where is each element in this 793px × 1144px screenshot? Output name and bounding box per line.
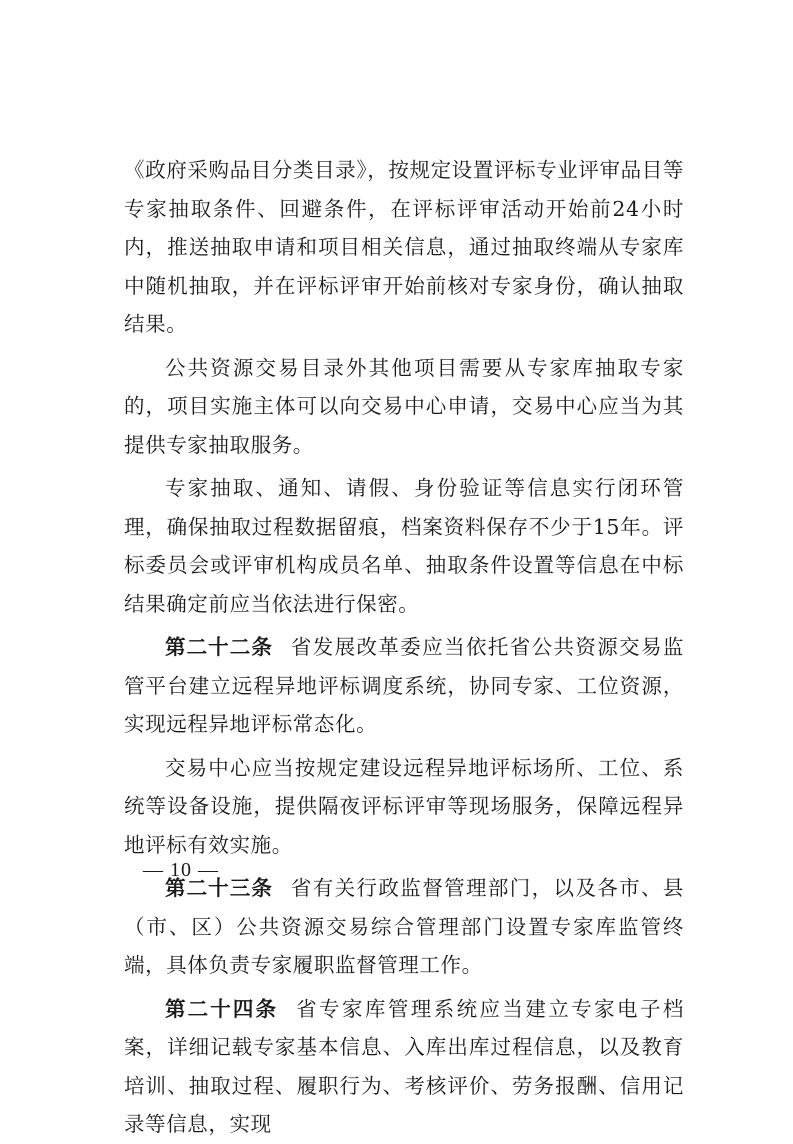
article-24 xyxy=(124,990,684,1144)
paragraph-5 xyxy=(124,749,684,865)
paragraph-5-text: 交易中心应当按规定建设远程异地评标场所、工位、系统等设备设施，提供隔夜评标评审等现场服务，保障远程异地评标有效实施。 xyxy=(124,755,684,857)
article-22-text: 省发展改革委应当依托省公共资源交易监管平台建立远程异地评标调度系统，协同专家、工位资源，实现远程异地评标常态化。 xyxy=(124,635,684,736)
paragraph-2-text: 公共资源交易目录外其他项目需要从专家库抽取专家的，项目实施主体可以向交易中心申请，交易中心应当为其提供专家抽取服务。 xyxy=(124,355,684,457)
document-body xyxy=(124,151,684,1144)
article-22-heading: 第二十二条 xyxy=(165,635,273,659)
article-23-heading: 第二十三条 xyxy=(165,876,273,900)
paragraph-1-text: 《政府采购品目分类目录》，按规定设置评标专业评审品目等专家抽取条件、回避条件，在评标评审活动开始前24小时内，推送抽取申请和项目相关信息，通过抽取终端从专家库中随机抽取，并在评标评审开始前核对专家身份，确认抽取结果。 xyxy=(124,158,684,336)
paragraph-3 xyxy=(124,469,684,623)
paragraph-3-text: 专家抽取、通知、请假、身份验证等信息实行闭环管理，确保抽取过程数据留痕，档案资料保存不少于15年。评标委员会或评审机构成员名单、抽取条件设置等信息在中标结果确定前应当依法进行保密。 xyxy=(124,476,684,616)
article-24-heading: 第二十四条 xyxy=(165,996,279,1021)
page-number: — 10 — xyxy=(143,859,219,881)
paragraph-2 xyxy=(124,349,684,465)
article-22 xyxy=(124,628,684,744)
paragraph-1 xyxy=(124,151,684,344)
article-24-text: 省专家库管理系统应当建立专家电子档案，详细记载专家基本信息、入库出库过程信息，以及教育培训、抽取过程、履职行为、考核评价、劳务报酬、信用记录等信息，实现 xyxy=(124,996,685,1136)
article-23-text: 省有关行政监督管理部门，以及各市、县（市、区）公共资源交易综合管理部门设置专家库监管终端，具体负责专家履职监督管理工作。 xyxy=(124,876,684,977)
article-23 xyxy=(124,869,684,985)
